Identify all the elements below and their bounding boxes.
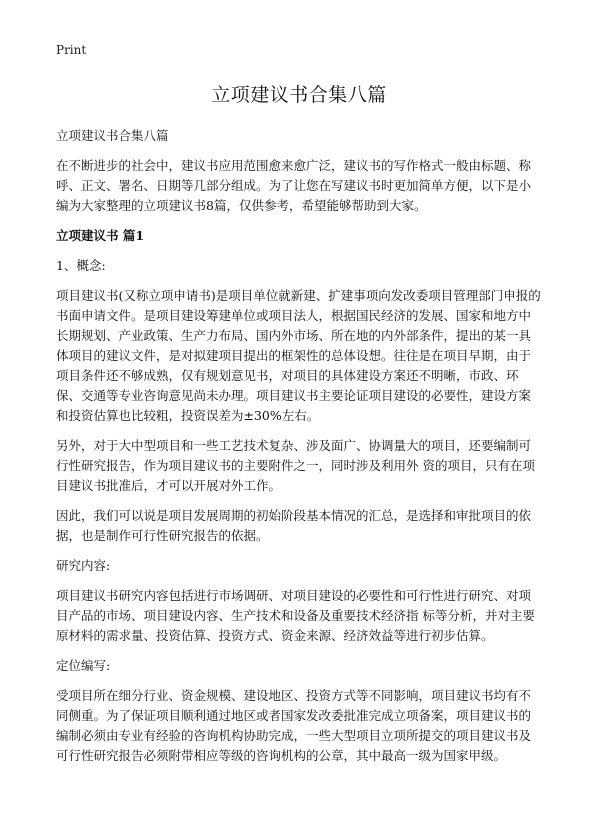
- summary-paragraph: 因此，我们可以说是项目发展周期的初始阶段基本情况的汇总，是选择和审批项目的依据，也是制作可行性研究报告的依据。: [56, 508, 532, 543]
- document-subtitle: 立项建议书合集八篇: [56, 128, 169, 143]
- page-title: 立项建议书合集八篇: [211, 84, 387, 106]
- research-paragraph: 项目建议书研究内容包括进行市场调研、对项目建设的必要性和可行性进行研究、对项目产品的市场、项目建设内容、生产技术和设备及重要技术经济指 标等分析，并对主要原材料的需求量、投资估算、投资方式、资金来源、经济效益等进行初步估算。: [56, 588, 535, 643]
- concept-label: 1、概念:: [56, 258, 106, 273]
- large-project-paragraph: 另外，对于大中型项目和一些工艺技术复杂、涉及面广、协调量大的项目，还要编制可行性研究报告，作为项目建议书的主要附件之一，同时涉及利用外 资的项目，只有在项目建议书批准后，才可以开展对外工作。: [56, 438, 535, 493]
- positioning-label: 定位编写:: [56, 658, 111, 673]
- print-link[interactable]: Print: [56, 43, 87, 57]
- concept-paragraph: 项目建议书(又称立项申请书)是项目单位就新建、扩建事项向发改委项目管理部门申报的书面申请文件。是项目建设筹建单位或项目法人，根据国民经济的发展、国家和地方中长期规划、产业政策、生产力布局、国内外市场、所在地的内外部条件，提出的某一具体项目的建议文件，是对拟建项目提出的框架性的总体设想。往往是在项目早期，由于项目条件还不够成熟，仅有规划意见书，对项目的具体建设方案还不明晰，市政、环保、交通等专业咨询意见尚未办理。项目建议书主要论证项目建设的必要性，建设方案和投资估算也比较粗，投资误差为±30%左右。: [56, 288, 541, 423]
- section-heading: 立项建议书 篇1: [56, 228, 145, 243]
- intro-paragraph: 在不断进步的社会中，建议书应用范围愈来愈广泛，建议书的写作格式一般由标题、称呼、正文、署名、日期等几部分组成。为了让您在写建议书时更加简单方便，以下是小编为大家整理的立项建议书8篇，仅供参考，希望能够帮助到大家。: [56, 158, 532, 213]
- research-label: 研究内容:: [56, 558, 111, 573]
- positioning-paragraph: 受项目所在细分行业、资金规模、建设地区、投资方式等不同影响，项目建议书均有不同侧重。为了保证项目顺利通过地区或者国家发改委批准完成立项备案，项目建议书的编制必须由专业有经验的咨询机构协助完成，一些大型项目立项所提交的项目建议书及可行性研究报告必须附带相应等级的咨询机构的公章，其中最高一级为国家甲级。: [56, 688, 532, 763]
